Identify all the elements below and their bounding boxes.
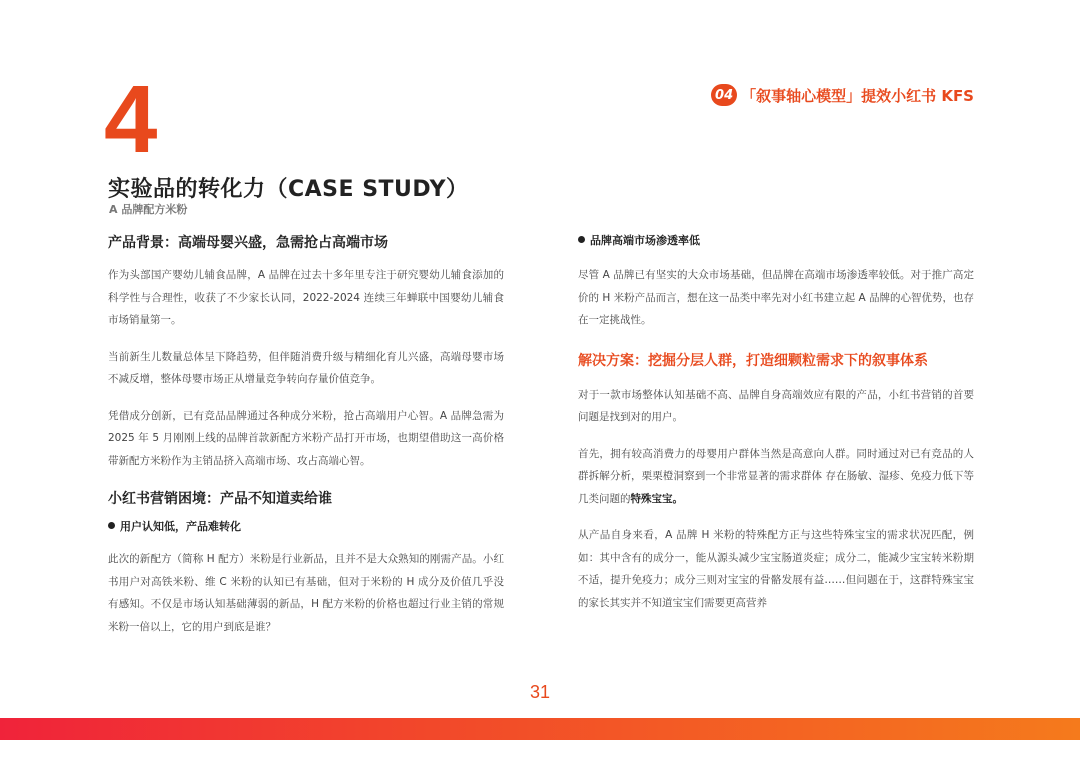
bullet-dot-icon <box>578 236 585 243</box>
chapter-number: 4 <box>104 66 156 173</box>
paragraph: 尽管 A 品牌已有坚实的大众市场基础，但品牌在高端市场渗透率较低。对于推广高定价的 H 米粉产品而言，想在这一品类中率先对小红书建立起 A 品牌的心智优势，也存在一定挑战性。 <box>578 269 974 326</box>
page-subtitle: A 品牌配方米粉 <box>109 203 188 216</box>
paragraph: 当前新生儿数量总体呈下降趋势，但伴随消费升级与精细化育儿兴盛，高端母婴市场不减反增，整体母婴市场正从增量竞争转向存量价值竞争。 <box>108 350 504 385</box>
paragraph: 对于一款市场整体认知基础不高、品牌自身高端效应有限的产品，小红书营销的首要问题是找到对的用户。 <box>578 388 974 423</box>
paragraph: 从产品自身来看，A 品牌 H 米粉的特殊配方正与这些特殊宝宝的需求状况匹配，例如：其中含有的成分一，能从源头减少宝宝肠道炎症；成分二，能减少宝宝转米粉期不适，提升免疫力；成分三则对宝宝的骨骼发展有益……但问题在于，这群特殊宝宝的家长其实并不知道宝宝们需要更高营养 <box>578 529 974 609</box>
paragraph: 凭借成分创新，已有竞品品牌通过各种成分米粉，抢占高端用户心智。A 品牌急需为 2025 年 5 月刚刚上线的品牌首款新配方米粉产品打开市场，也期望借助这一高价格带新配方米粉作为主销品挤入高端市场、攻占高端心智。 <box>108 409 504 467</box>
bullet-label: 品牌高端市场渗透率低 <box>590 234 700 247</box>
bullet-heading <box>578 230 974 252</box>
bullet-heading <box>108 516 504 538</box>
section-title-dilemma: 小红书营销困境：产品不知道卖给谁 <box>108 491 332 507</box>
bullet-label: 用户认知低，产品难转化 <box>120 520 241 533</box>
chapter-badge: 04 <box>711 84 737 106</box>
paragraph: 作为头部国产婴幼儿辅食品牌，A 品牌在过去十多年里专注于研究婴幼儿辅食添加的科学性与合理性，收获了不少家长认同，2022-2024 连续三年蝉联中国婴幼儿辅食市场销量第一。 <box>108 269 504 326</box>
page-number: 31 <box>529 682 551 702</box>
paragraph-text: 首先，拥有较高消费力的母婴用户群体当然是高意向人群。同时通过对已有竞品的人群拆解分析，栗栗橙洞察到一个非常显著的需求群体 存在肠敏、湿疹、免疫力低下等几类问题的 <box>578 447 974 505</box>
section-title-solution: 解决方案：挖掘分层人群，打造细颗粒需求下的叙事体系 <box>578 352 928 369</box>
chapter-tag-text: 「叙事轴心模型」提效小红书 KFS <box>741 86 974 105</box>
paragraph: 此次的新配方（简称 H 配方）米粉是行业新品，且并不是大众熟知的刚需产品。小红书用户对高铁米粉、维 C 米粉的认知已有基础，但对于米粉的 H 成分及价值几乎没有感知。不仅是市场认知基础薄弱的新品，H 配方米粉的价格也超过行业主销的常规米粉一倍以上，它的用户到底是谁？ <box>108 553 504 633</box>
page-title: 实验品的转化力（CASE STUDY） <box>108 177 469 202</box>
bullet-dot-icon <box>108 522 115 529</box>
paragraph-bold: 特殊宝宝。 <box>630 492 683 505</box>
left-column <box>108 230 504 638</box>
section-title-background: 产品背景：高端母婴兴盛，急需抢占高端市场 <box>108 235 388 251</box>
right-column <box>578 230 974 614</box>
chapter-tag <box>711 84 974 106</box>
paragraph <box>578 443 974 511</box>
footer-bar <box>0 718 1080 740</box>
